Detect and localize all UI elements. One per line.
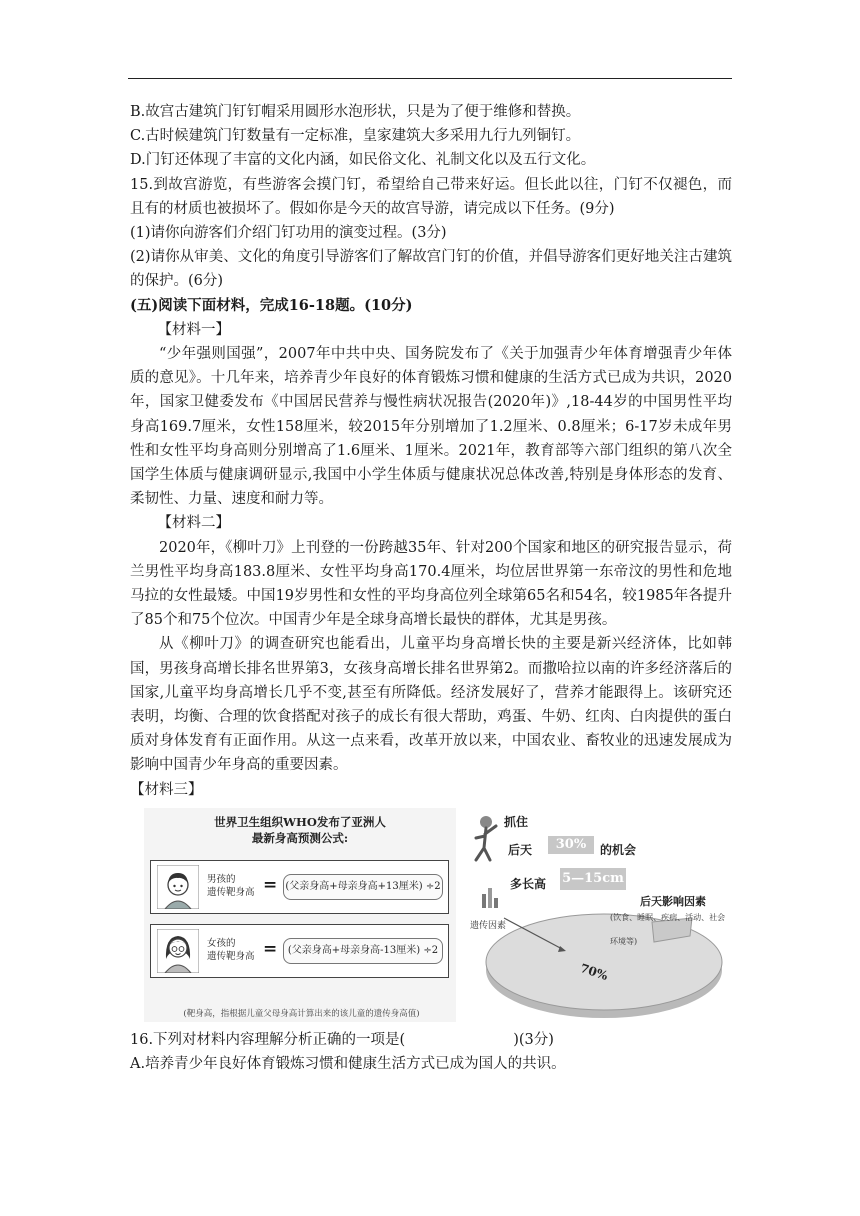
- boy-label-line-2: 遗传靶身高: [207, 886, 255, 898]
- question-16-stem: [130, 1028, 732, 1052]
- material-3-label: 【材料三】: [130, 781, 203, 798]
- material-3-figure: [130, 806, 732, 1026]
- boy-formula-row: [150, 860, 449, 914]
- girl-label-line-1: 女孩的: [207, 937, 236, 949]
- material-2-paragraph-2: 从《柳叶刀》的调查研究也能看出，儿童平均身高增长快的主要是新兴经济体，比如韩国，男孩身高增长排名世界第3，女孩身高增长排名世界第2。而撒哈拉以南的许多经济落后的国家,儿童平均身高增长几乎不变,甚至有所降低。经济发展好了，营养才能跟得上。该研究还表明，均衡、合理的饮食搭配对孩子的成长有很大帮助，鸡蛋、牛奶、红肉、白肉提供的蛋白质对身体发育有正面作用。从这一点来看，改革开放以来，中国农业、畜牧业的迅速发展成为影响中国青少年身高的重要因素。: [130, 636, 732, 774]
- acquired-factors-detail: (饮食、睡眠、疾病、活动、社会环境等): [610, 912, 726, 947]
- question-16-score: )(3分): [513, 1031, 554, 1048]
- climbing-child-icon: [476, 816, 496, 860]
- question-16-text: 16.下列对材料内容理解分析正确的一项是(: [130, 1031, 406, 1048]
- acquired-factors-title: 后天影响因素: [640, 894, 706, 908]
- genetic-factor-label: 遗传因素: [470, 920, 507, 931]
- girl-label-line-2: 遗传靶身高: [207, 950, 255, 962]
- boy-label-line-1: 男孩的: [207, 873, 236, 885]
- chart-bars-icon: [482, 888, 498, 908]
- question-16-option-a: A.培养青少年良好体育锻炼习惯和健康生活方式已成为国人的共识。: [130, 1056, 566, 1073]
- material-2-label: 【材料二】: [157, 515, 231, 532]
- option-c: C.古时候建筑门钉数量有一定标准，皇家建筑大多采用九行九列铜钉。: [130, 128, 581, 145]
- document-page: [130, 100, 732, 1076]
- question-15-task-1: (1)请你向游客们介绍门钉功用的演变过程。(3分): [130, 225, 447, 242]
- section-5-heading: (五)阅读下面材料，完成16-18题。(10分): [130, 296, 413, 314]
- girl-avatar-icon: [157, 929, 199, 973]
- height-factors-panel: [464, 808, 732, 1022]
- option-d: D.门钉还体现了丰富的文化内涵，如民俗文化、礼制文化以及五行文化。: [130, 152, 596, 169]
- boy-formula: (父亲身高+母亲身高+13厘米) ÷2: [283, 874, 443, 900]
- material-2-paragraph-1: 2020年，《柳叶刀》上刊登的一份跨越35年、针对200个国家和地区的研究报告显示，荷兰男性平均身高183.8厘米、女性平均身高170.4厘米，均位居世界第一东帝汶的男性和危地马拉的女性最矮。中国19岁男性和女性的平均身高位列全球第65名和54名，较1985年各提升了85个和75个位次。中国青少年是全球身高增长最快的群体，尤其是男孩。: [130, 539, 732, 629]
- material-1-text: “少年强则国强”，2007年中共中央、国务院发布了《关于加强青少年体育增强青少年体质的意见》。十几年来，培养青少年良好的体育锻炼习惯和健康的生活方式已成为共识，2020年，国家卫健委发布《中国居民营养与慢性病状况报告(2020年)》,18-44岁的中国男性平均身高169.7厘米，女性158厘米，较2015年分别增加了1.2厘米、0.8厘米；6-17岁未成年男性和女性平均身高则分别增高了1.6厘米、1厘米。2021年，教育部等六部门组织的第八次全国学生体质与健康调研显示,我国中小学生体质与健康状况总体改善,特别是身体形态的发育、柔韧性、力量、速度和耐力等。: [130, 346, 732, 508]
- thirty-percent-box: 30%: [548, 836, 594, 854]
- material-1-label: 【材料一】: [157, 321, 231, 338]
- height-range-box: 5—15cm: [560, 868, 626, 890]
- boy-avatar-icon: [157, 865, 199, 909]
- header-rule: [128, 78, 732, 79]
- girl-equals-sign: =: [263, 938, 278, 959]
- figure-caption: (靶身高，指根据儿童父母身高计算出来的该儿童的遗传身高值): [183, 1008, 420, 1019]
- formula-title-line-1: 世界卫生组织WHO发布了亚洲人: [214, 814, 386, 829]
- girl-formula-row: [150, 924, 449, 978]
- boy-equals-sign: =: [263, 874, 278, 895]
- formula-title-line-2: 最新身高预测公式:: [251, 830, 349, 845]
- seventy-percent-label: 70%: [578, 960, 610, 983]
- more-height-label: 多长高: [510, 876, 547, 891]
- grab-label: 抓住: [504, 814, 529, 829]
- height-formula-panel: [144, 808, 456, 1022]
- girl-formula: (父亲身高+母亲身高-13厘米) ÷2: [283, 938, 443, 964]
- later-label: 后天: [508, 842, 533, 857]
- chance-label: 的机会: [600, 842, 637, 857]
- option-b: B.故宫古建筑门钉钉帽采用圆形水泡形状，只是为了便于维修和替换。: [130, 104, 581, 120]
- question-15-stem: 15.到故宫游览，有些游客会摸门钉，希望给自己带来好运。但长此以往，门钉不仅褪色，而且有的材质也被损坏了。假如你是今天的故宫导游，请完成以下任务。(9分): [130, 176, 732, 217]
- question-15-task-2: (2)请你从审美、文化的角度引导游客们了解故宫门钉的价值，并倡导游客们更好地关注古建筑的保护。(6分): [130, 249, 732, 290]
